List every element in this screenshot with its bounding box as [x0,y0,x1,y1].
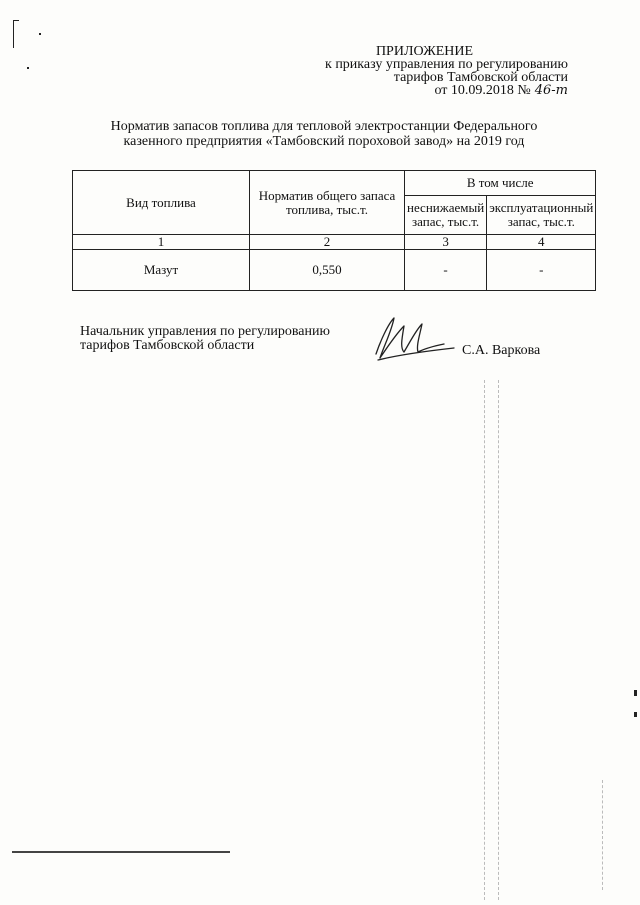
scan-artifact-corner [13,20,14,48]
scan-artifact-bottom-line [12,851,230,853]
column-number-2: 2 [250,235,405,250]
scan-artifact-dot [39,33,41,35]
appendix-line-1: к приказу управления по регулированию [325,57,568,72]
scan-artifact-edge [634,712,637,717]
signatory-position [80,325,330,353]
cell-fuel: Мазут [73,250,250,291]
order-number-handwritten: 46-т [534,83,568,98]
cell-total: 0,550 [250,250,405,291]
cell-oper: - [487,250,596,291]
signatory-name: С.А. Варкова [462,343,541,358]
scan-artifact-fold-line [498,380,499,900]
scan-artifact-dot [27,67,29,69]
appendix-line-3 [325,84,568,97]
scan-artifact-edge [634,690,637,696]
signatory-position-line-1: Начальник управления по регулированию [80,324,330,339]
column-number-3: 3 [405,235,487,250]
fuel-norms-table [72,170,596,291]
appendix-line-2: тарифов Тамбовской области [393,70,568,85]
scan-artifact-fold-line [484,380,485,900]
cell-min: - [405,250,487,291]
document-title-line-2: казенного предприятия «Тамбовский пороховой завод» на 2019 год [123,134,525,149]
appendix-header [325,45,568,97]
order-date: от 10.09.2018 № [434,83,531,98]
document-title [100,119,548,149]
header-including: В том числе [405,171,596,196]
handwritten-signature [370,312,460,364]
table-row [73,250,596,291]
header-fuel-type: Вид топлива [73,171,250,235]
header-total-norm: Норматив общего запаса топлива, тыс.т. [250,171,405,235]
column-number-4: 4 [487,235,596,250]
appendix-title: ПРИЛОЖЕНИЕ [375,44,474,59]
document-title-line-1: Норматив запасов топлива для тепловой электростанции Федерального [110,119,538,134]
signatory-position-line-2: тарифов Тамбовской области [80,338,255,353]
header-min-reserve: неснижаемый запас, тыс.т. [405,196,487,235]
scan-artifact-fold-line [602,780,603,890]
scan-artifact-corner [13,20,19,21]
header-oper-reserve: эксплуатационный запас, тыс.т. [487,196,596,235]
column-number-1: 1 [73,235,250,250]
